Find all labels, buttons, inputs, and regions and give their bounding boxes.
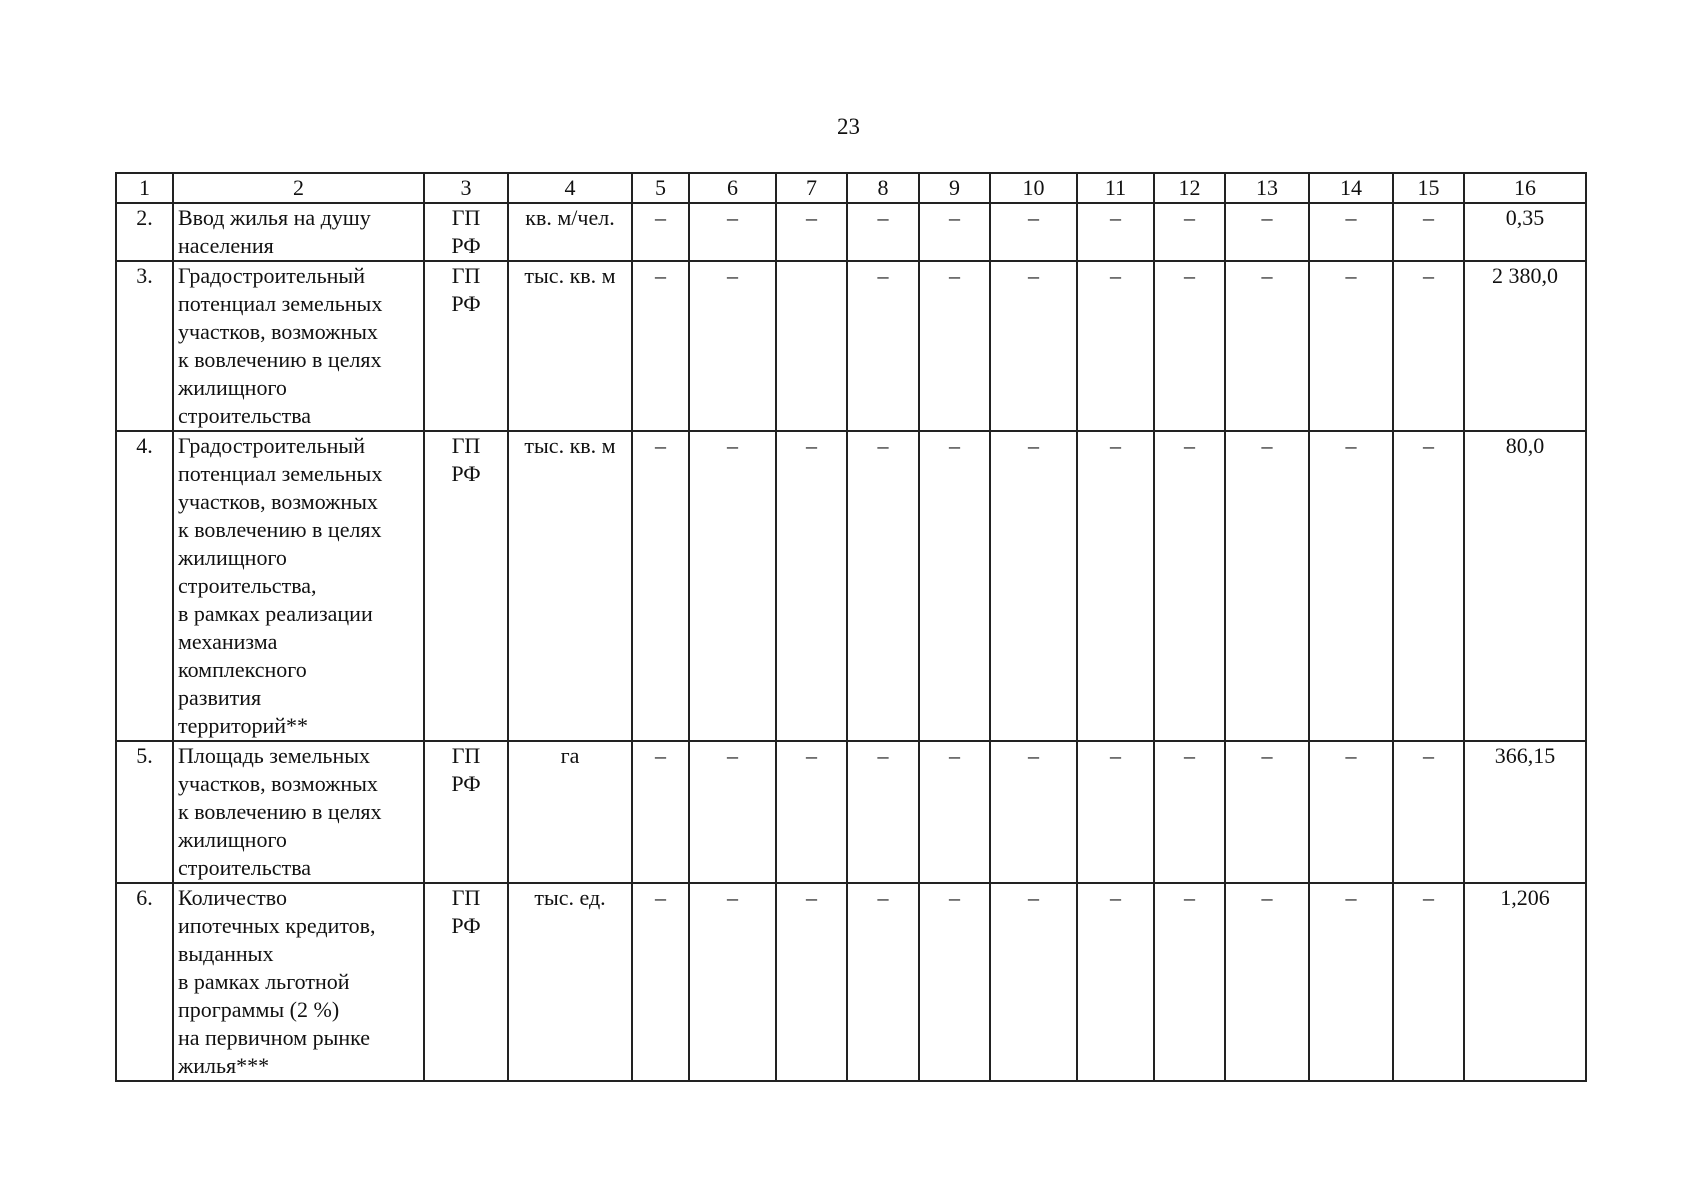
header-cell: 9: [919, 173, 990, 203]
value-cell: –: [689, 203, 776, 261]
indicator-name-line: жилищного: [178, 545, 287, 570]
program-line: ГП: [451, 743, 481, 768]
table-row: [116, 883, 1586, 1081]
value-cell: –: [919, 883, 990, 1081]
indicator-name-line: комплексного: [178, 657, 307, 682]
value-cell: –: [632, 203, 689, 261]
value-cell: –: [1225, 431, 1309, 741]
value-cell: –: [919, 203, 990, 261]
value-cell: –: [919, 261, 990, 431]
indicator-table: [115, 172, 1587, 1082]
indicator-name-line: жилищного: [178, 827, 287, 852]
header-cell: 8: [847, 173, 919, 203]
value-cell: –: [1154, 203, 1225, 261]
header-cell: 4: [508, 173, 632, 203]
unit-cell: кв. м/чел.: [508, 203, 632, 261]
value-cell: –: [1077, 431, 1154, 741]
program-cell: [424, 203, 508, 261]
page-number: 23: [837, 114, 860, 139]
value-cell: –: [1154, 883, 1225, 1081]
header-cell: 13: [1225, 173, 1309, 203]
indicator-name-line: в рамках реализации: [178, 601, 373, 626]
value-cell: –: [1154, 431, 1225, 741]
header-cell: 11: [1077, 173, 1154, 203]
indicator-name-cell: [173, 883, 424, 1081]
indicator-name-line: Градостроительный: [178, 433, 365, 458]
indicator-name-line: к вовлечению в целях: [178, 517, 382, 542]
target-value-cell: 1,206: [1464, 883, 1586, 1081]
table-row: [116, 261, 1586, 431]
value-cell: –: [847, 741, 919, 883]
header-cell: 1: [116, 173, 173, 203]
header-cell: 2: [173, 173, 424, 203]
program-line: ГП: [451, 205, 481, 230]
value-cell: –: [1309, 261, 1393, 431]
header-cell: 12: [1154, 173, 1225, 203]
target-value-cell: 2 380,0: [1464, 261, 1586, 431]
indicator-name-line: Площадь земельных: [178, 743, 371, 768]
unit-cell: тыс. ед.: [508, 883, 632, 1081]
value-cell: –: [632, 431, 689, 741]
program-cell: [424, 431, 508, 741]
value-cell: –: [1154, 261, 1225, 431]
value-cell: –: [1225, 883, 1309, 1081]
target-value-cell: 0,35: [1464, 203, 1586, 261]
indicator-name-line: потенциал земельных: [178, 461, 383, 486]
program-line: РФ: [451, 771, 481, 796]
program-line: РФ: [451, 913, 481, 938]
value-cell: –: [776, 431, 847, 741]
value-cell: [776, 261, 847, 431]
value-cell: –: [847, 203, 919, 261]
value-cell: –: [847, 261, 919, 431]
program-cell: [424, 261, 508, 431]
value-cell: –: [689, 431, 776, 741]
indicator-name-line: на первичном рынке: [178, 1025, 371, 1050]
indicator-name-line: населения: [178, 233, 274, 258]
value-cell: –: [1309, 203, 1393, 261]
indicator-name-line: развития: [178, 685, 262, 710]
unit-cell: тыс. кв. м: [508, 431, 632, 741]
value-cell: –: [1393, 883, 1464, 1081]
indicator-name-line: к вовлечению в целях: [178, 347, 382, 372]
value-cell: –: [689, 261, 776, 431]
indicator-name-cell: [173, 203, 424, 261]
indicator-name-line: участков, возможных: [178, 319, 378, 344]
program-line: ГП: [451, 433, 481, 458]
value-cell: –: [689, 883, 776, 1081]
program-cell: [424, 741, 508, 883]
value-cell: –: [632, 261, 689, 431]
indicator-name-line: Ввод жилья на душу: [178, 205, 371, 230]
table-row: [116, 203, 1586, 261]
program-line: ГП: [451, 885, 481, 910]
indicator-name-line: Градостроительный: [178, 263, 365, 288]
value-cell: –: [847, 883, 919, 1081]
header-cell: 3: [424, 173, 508, 203]
program-cell: [424, 883, 508, 1081]
indicator-name-line: жилищного: [178, 375, 287, 400]
value-cell: –: [1309, 431, 1393, 741]
value-cell: –: [1309, 741, 1393, 883]
program-line: ГП: [451, 263, 481, 288]
indicator-name-line: Количество: [178, 885, 288, 910]
row-number-cell: 6.: [116, 883, 173, 1081]
value-cell: –: [990, 261, 1077, 431]
unit-cell: тыс. кв. м: [508, 261, 632, 431]
target-value-cell: 80,0: [1464, 431, 1586, 741]
header-cell: 16: [1464, 173, 1586, 203]
indicator-name-line: к вовлечению в целях: [178, 799, 382, 824]
value-cell: –: [1393, 741, 1464, 883]
value-cell: –: [990, 741, 1077, 883]
value-cell: –: [1154, 741, 1225, 883]
table-row: [116, 431, 1586, 741]
header-cell: 7: [776, 173, 847, 203]
value-cell: –: [847, 431, 919, 741]
value-cell: –: [776, 203, 847, 261]
value-cell: –: [632, 883, 689, 1081]
header-cell: 6: [689, 173, 776, 203]
value-cell: –: [1077, 203, 1154, 261]
header-cell: 10: [990, 173, 1077, 203]
header-cell: 14: [1309, 173, 1393, 203]
indicator-name-cell: [173, 431, 424, 741]
value-cell: –: [990, 203, 1077, 261]
row-number-cell: 3.: [116, 261, 173, 431]
program-line: РФ: [451, 461, 481, 486]
indicator-name-cell: [173, 261, 424, 431]
table-header-row: [116, 173, 1586, 203]
indicator-name-line: ипотечных кредитов,: [178, 913, 376, 938]
program-line: РФ: [451, 291, 481, 316]
target-value-cell: 366,15: [1464, 741, 1586, 883]
indicator-name-line: выданных: [178, 941, 274, 966]
indicator-name-line: жилья***: [178, 1053, 270, 1078]
value-cell: –: [1077, 741, 1154, 883]
value-cell: –: [1225, 741, 1309, 883]
value-cell: –: [1225, 261, 1309, 431]
value-cell: –: [919, 431, 990, 741]
value-cell: –: [1225, 203, 1309, 261]
indicator-name-cell: [173, 741, 424, 883]
indicator-name-line: участков, возможных: [178, 771, 378, 796]
value-cell: –: [919, 741, 990, 883]
value-cell: –: [1393, 431, 1464, 741]
value-cell: –: [990, 883, 1077, 1081]
indicator-name-line: в рамках льготной: [178, 969, 350, 994]
value-cell: –: [1393, 261, 1464, 431]
table-body: [116, 173, 1586, 1081]
indicator-name-line: участков, возможных: [178, 489, 378, 514]
row-number-cell: 5.: [116, 741, 173, 883]
indicator-name-line: строительства,: [178, 573, 317, 598]
value-cell: –: [632, 741, 689, 883]
unit-cell: га: [508, 741, 632, 883]
header-cell: 5: [632, 173, 689, 203]
indicator-name-line: потенциал земельных: [178, 291, 383, 316]
indicator-name-line: механизма: [178, 629, 278, 654]
value-cell: –: [1077, 261, 1154, 431]
table-row: [116, 741, 1586, 883]
header-cell: 15: [1393, 173, 1464, 203]
indicator-name-line: территорий**: [178, 713, 309, 738]
row-number-cell: 2.: [116, 203, 173, 261]
value-cell: –: [689, 741, 776, 883]
value-cell: –: [1309, 883, 1393, 1081]
value-cell: –: [990, 431, 1077, 741]
value-cell: –: [776, 883, 847, 1081]
program-line: РФ: [451, 233, 481, 258]
value-cell: –: [776, 741, 847, 883]
indicator-name-line: программы (2 %): [178, 997, 340, 1022]
value-cell: –: [1393, 203, 1464, 261]
value-cell: –: [1077, 883, 1154, 1081]
indicator-name-line: строительства: [178, 855, 312, 880]
row-number-cell: 4.: [116, 431, 173, 741]
indicator-name-line: строительства: [178, 403, 312, 428]
